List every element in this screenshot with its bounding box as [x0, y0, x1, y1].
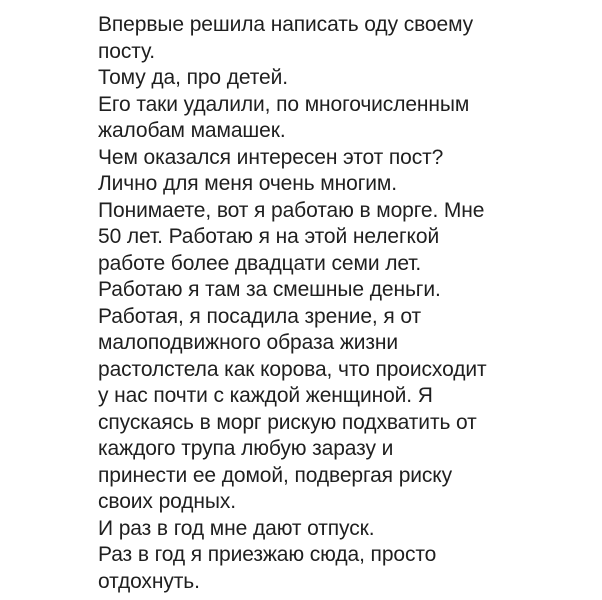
post-line: Работая, я посадила зрение, я от [98, 304, 422, 328]
post-line: своих родных. [98, 490, 237, 513]
post-line: Чем оказался интересен этот пост? [98, 145, 444, 169]
post-line: И раз в год мне дают отпуск. [98, 516, 375, 540]
post-line: Его таки удалили, по многочисленным [98, 92, 470, 116]
post-line: жалобам мамашек. [98, 119, 286, 142]
post-text [98, 12, 594, 595]
post-line: принести ее домой, подвергая риску [98, 463, 453, 487]
post-line: 50 лет. Работаю я на этой нелегкой [98, 225, 440, 248]
post-line: растолстела как корова, что происходит [98, 357, 487, 381]
post-line: отдохнуть. [98, 569, 200, 593]
post-line: Работаю я там за смешные деньги. [98, 278, 441, 301]
post-line: Понимаете, вот я работаю в морге. Мне [98, 198, 485, 222]
post-line: спускаясь в морг рискую подхватить от [98, 410, 477, 434]
post-line: посту. [98, 39, 156, 63]
post-line: малоподвижного образа жизни [98, 331, 399, 354]
post-line: Тому да, про детей. [98, 66, 289, 89]
post-line: у нас почти с каждой женщиной. Я [98, 384, 433, 407]
post-line: каждого трупа любую заразу и [98, 437, 394, 460]
post-line: Раз в год я приезжаю сюда, просто [98, 543, 437, 566]
post-line: Лично для меня очень многим. [98, 172, 397, 195]
post-line: Впервые решила написать оду своему [98, 13, 474, 36]
post-line: работе более двадцати семи лет. [98, 251, 422, 275]
